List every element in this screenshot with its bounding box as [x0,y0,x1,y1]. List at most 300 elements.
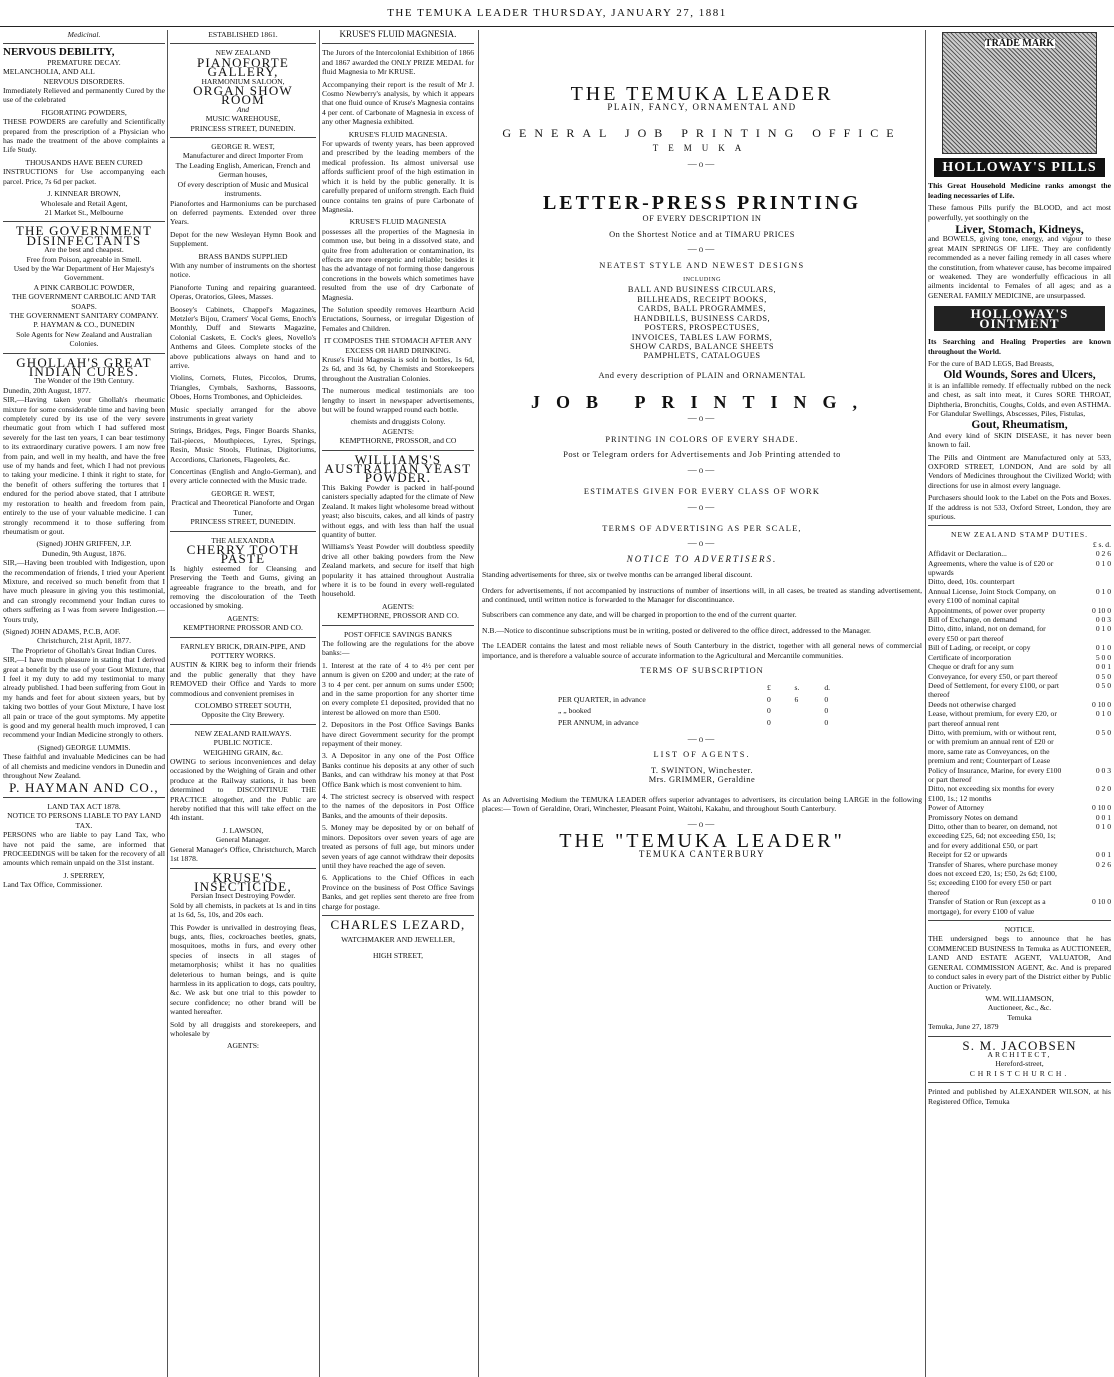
lezard-ad [322,916,474,960]
yeast-powder-ad [322,451,474,621]
ad-line: Violins, Cornets, Flutes, Piccolos, Drums, Triangles, Cymbals, Saxhorns, Bassoons, Oboes, Horns Trombones, and Ophicleides. [170,373,316,402]
table-row [928,662,1111,671]
duty-value: 5 0 0 [1095,652,1111,662]
duty-value: 0 0 1 [1095,850,1111,860]
masthead-rule [0,26,1114,27]
ad-text: it is an infallible remedy. If effectually rubbed on the neck and chest, as salt into meat, it Cures SORE THROAT, Diphtheria, Bronchitis, Coughs, Colds, and even ASTHMA. For Glandular Swellings, Abscesses, Piles, Fistulas, [928,380,1111,418]
ad-line: The Jurors of the Intercolonial Exhibition of 1866 and 1867 awarded the ONLY PRIZE MEDAL for fluid Magnesia to Mr KRUSE. [322,48,474,77]
ad-line: P. HAYMAN & CO., DUNEDIN [33,320,135,330]
ad-line: Are the best and cheapest. [44,245,124,255]
table-cell [791,718,819,727]
text-line: PRINTING IN COLORS OF EVERY SHADE. [605,434,799,444]
ad-text: and BOWELS, giving tone, energy, and vigour to these great MAIN SPRINGS OF LIFE. They are confidently recommended as a never failing remedy in all cases where the constitution, from whatever cause, has become impaired or weakened. They are wonderfully efficacious in all ailments incidental to Females of all ages; and as a GENERAL FAMILY MEDICINE, are unsurpassed. [928,234,1111,300]
ad-line: MUSIC WAREHOUSE, [205,114,281,124]
trade-mark-emblem [942,32,1097,154]
table-cell: „ „ booked [558,706,591,716]
ad-line: The Wonder of the 19th Century. [34,376,134,386]
ad-line: 1. Interest at the rate of 4 to 4½ per cent per annum is given on £200 and under; at the rate of 3 to 4 per cent. per annum on sums under £500; and in the same proportion for any shorter time on every complete £1 deposited, provided that no interest be allowed on more than £500. [322,660,474,717]
notice-date: Temuka, June 27, 1879 [928,1022,999,1032]
duty-value: 0 1 0 [1095,822,1111,831]
architect-name: S. M. JACOBSEN [962,1037,1077,1053]
table-cell: 0 [824,706,829,716]
ad-line: Pianoforte Tuning and repairing guaranteed. Operas, Oratorios, Glees, Masses. [170,282,316,302]
ad-line: PRINCESS STREET, DUNEDIN. [190,517,296,527]
duty-value: 0 1 0 [1095,558,1111,568]
duty-value: 0 5 0 [1095,671,1111,681]
table-row [928,728,1111,766]
ad-line: ORGAN SHOW ROOM [193,83,293,108]
ad-line: THE GOVERNMENT CARBOLIC AND TAR SOAPS. [11,292,157,311]
column-2 [170,30,316,1377]
ad-line: 5. Money may be deposited by or on behalf of minors. Depositors over seven years of age are treated as persons of full age, but minors under seven years of age cannot withdraw their deposits until they have reached the age of seven. [322,823,474,870]
ad-line: OWING to serious inconveniences and delay occasioned by the Weighing of Grain and other produce at the Railway stations, it has been determined to DISCONTINUE THE PRACTICE altogether, and the Public are hereby notified that this will take effect on the 4th instant. [170,757,316,823]
table-cell: PER ANNUM, in advance [558,717,639,727]
ad-line: PERSONS who are liable to pay Land Tax, who have not paid the same, are informed that PROCEEDINGS will be taken for the recovery of all amounts which remain unpaid on the 31st instant. [3,830,165,868]
letterpress-heading: LETTER-PRESS PRINTING [542,192,862,215]
ad-line: AGENTS: [381,601,415,611]
ornament: —o— [687,464,717,475]
ad-line: chemists and druggists Colony. [350,417,446,427]
ad-line: Persian Insect Destroying Powder. [190,891,296,901]
ad-line: Immediately Relieved and permanently Cured by the use of the celebrated [3,86,165,105]
ad-line: Used by the War Department of Her Majesty's Government. [13,263,155,283]
ad-line: Christchurch, 21st April, 1877. [36,636,132,646]
table-cell: PER QUARTER, in advance [558,694,646,704]
ad-line: possesses all the properties of the Magnesia in common use, but being in a dissolved state, and quite free from adulteration or contamination, its effects are more energetic and reliable; besides it has the advantage of not forming those dangerous concretions in the bowels which sometimes have resulted from the use of dry Carbonate of Magnesia. [322,226,474,302]
emblem-label: TRADE MARK [984,38,1055,49]
land-tax-ad [3,802,165,890]
duty-item: Transfer of Station or Run (except as a mortgage), for every £100 of value [928,897,1046,916]
table-row [928,559,1111,578]
table-row [928,577,1111,586]
duty-item: Deed of Settlement, for every £100, or part thereof [928,680,1059,700]
ad-line: P. HAYMAN AND CO., [9,780,159,796]
table-row [928,860,1111,898]
architect-title: ARCHITECT, [987,1049,1052,1059]
insecticide-ad [170,869,316,1051]
ad-line: The Leading English, American, French and German houses, [175,160,311,180]
section-heading: Medicinal. [67,30,101,39]
table-row [928,606,1111,615]
column-divider [319,30,320,1377]
notice-signature: WM. WILLIAMSON, [985,993,1054,1003]
ornament: —o— [687,412,717,423]
table-cell: 0 [767,694,771,704]
duty-value: 0 0 1 [1095,812,1111,822]
ad-line: 21 Market St., Melbourne [44,207,124,217]
text-line: INCLUDING [683,277,721,284]
job-item: CARDS, BALL PROGRAMMES, [638,304,766,314]
architect-address: Hereford-street, [995,1059,1044,1069]
ad-highlight: Liver, Stomach, Kidneys, [955,222,1084,237]
ad-line: Free from Poison, agreeable in Smell. [26,254,142,264]
ad-line: Opposite the City Brewery. [201,710,285,720]
notice-text: THE undersigned begs to announce that he has COMMENCED BUSINESS In Temuka as AUCTIONEER, LAND AND ESTATE AGENT, VALUATOR, And GENERAL COMMISSION AGENT, &c. And is prepared to conduct sales in every part of the District either by Public Auction or Privately. [928,934,1111,991]
notice-text: Subscribers can commence any date, and will be charged in proportion to the end of the current quarter. [482,610,797,620]
text-line: On the Shortest Notice and at TIMARU PRICES [609,229,795,239]
ad-line: KEMPTHORNE, PROSSOR, and CO [339,436,457,446]
ad-line: WEIGHING GRAIN, &c. [203,747,283,757]
agent-item: Mrs. GRIMMER, Geraldine [648,775,756,785]
duty-value: 0 10 0 [1092,699,1111,709]
table-row [928,681,1111,700]
duty-value: 0 10 0 [1092,803,1111,813]
ad-line: 2. Depositors in the Post Office Savings Banks have direct Government security for the prompt repayment of their money. [322,720,474,749]
ad-line: Concertinas (English and Anglo-German), and every article connected with the Music trade. [170,467,316,486]
stamp-duties-table [928,540,1111,916]
ad-line: FIGORATING POWDERS, [41,107,127,117]
ad-line: This Baking Powder is packed in half-pound canisters specially adapted for the climate of New Zealand. It makes light wholesome bread without yeast; also biscuits, cakes, and all kinds of pastry without eggs, and with less than half the usual quantity of butter. [322,482,474,539]
column-4-printing-office [482,30,922,1377]
ad-line: The following are the regulations for the above banks:— [322,638,474,658]
ad-text: These famous Pills purify the BLOOD, and act most powerfully, yet soothingly on the [928,203,1111,222]
ad-line: Sole Agents for New Zealand and Australian Colonies. [16,329,152,349]
ad-line: 4. The strictest secrecy is observed with respect to the names of the depositors in Post Office Banks, and the amounts of their deposits. [322,792,474,820]
ad-line: KEMPTHORNE PROSSOR AND CO. [183,623,303,633]
ad-line: SIR,—Having taken your Ghollah's rheumatic mixture for some considerable time and having been completely cured by its use of the very severe rheumatic gout from which I had suffered most severely for the last ten years, I can bear testimony to its extraordinary curative powers. I am now free from pain, and well in my health, and have the free use of my hands and feet, which I had not previous to taking your medicine. I think it right to state, for the benefit of others suffering the tortures that I endured for the period above stated, that I attribute my restoration to health and freedom from pain, entirely to the use of your valuable medicine. I can strongly recommend it to those suffering from rheumatism or gout. [3,395,165,536]
ad-line: CHERRY TOOTH PASTE [186,541,300,567]
ornament: —o— [687,158,717,169]
ad-text: The Pills and Ointment are Manufactured only at 533, OXFORD STREET, LONDON, And are sold by all Vendors of Medicines throughout the Civilized World; with directions for use in almost every language. [928,452,1111,490]
ad-line: THOUSANDS HAVE BEEN CURED [25,157,143,167]
established-line: ESTABLISHED 1861. [208,30,278,39]
duty-value: 0 10 0 [1092,605,1111,615]
ad-line: NOTICE TO PERSONS LIABLE TO PAY LAND TAX. [7,811,161,830]
ad-line: (Signed) JOHN ADAMS, P.C.B, AOF. [3,626,121,636]
duty-item: Conveyance, for every £50, or part thereof [928,671,1058,681]
ad-line: KRUSE'S FLUID MAGNESIA [349,217,447,227]
duty-value: 0 0 1 [1095,662,1111,672]
ad-line: Accompanying their report is the result of Mr J. Cosmo Newberry's analysis, by which it appears that one fluid ounce of Kruse's Magnesia contains 4 per cent. of Carbonate of Magnesia in excess of any other Magnesia exhibited. [322,79,474,127]
ad-line: KEMPTHORNE, PROSSOR AND CO. [337,611,459,621]
ad-line: WATCHMAKER AND JEWELLER, [341,935,455,945]
notice-text: Orders for advertisements, if not accompanied by instructions of number of insertions will, in all cases, be treated as standing advertisement, and continued, until written notice is forwarded to the Manager for discontinuance. [482,585,922,604]
table-cell: £ [767,683,771,693]
table-cell: 0 [824,717,829,727]
table-cell: s. [794,683,800,693]
ad-line: Music specially arranged for the above instruments in great variety [170,404,316,424]
ad-line: INSTRUCTIONS for Use accompanying each parcel. Price, 7s 6d per packet. [3,167,165,186]
table-cell: 0 [824,694,829,704]
duty-item: Ditto, ditto, inland, not on demand, for every £50 or part thereof [928,624,1046,643]
duty-item: Agreements, where the value is of £20 or upwards [928,558,1054,578]
ad-line: Williams's Yeast Powder will doubtless speedily drive all other baking powders from the New Zealand markets, and secure for itself that high popularity it has attained throughout Australia where it is to be found in every well-regulated household. [322,542,474,599]
table-row [928,766,1111,785]
ad-line: KRUSE'S FLUID MAGNESIA. [348,129,448,139]
subscription-heading: TERMS OF SUBSCRIPTION [640,666,764,676]
table-cell [554,683,761,692]
duty-value: 0 0 3 [1095,765,1111,775]
table-row [928,784,1111,803]
holloways-ointment-banner: HOLLOWAY'S OINTMENT [934,306,1105,331]
ad-highlight: Old Wounds, Sores and Ulcers, [943,369,1096,382]
ad-line: And [236,104,250,114]
duty-item: Affidavit or Declaration... [928,549,1007,559]
ad-line: GEORGE R. WEST, [211,488,275,498]
ad-line: Sold by all chemists, in packets at 1s and in tins at 1s 6d, 5s, 10s, and 20s each. [170,900,316,920]
table-cell: 0 [767,717,771,727]
duty-item: Bill of Lading, or receipt, or copy [928,643,1031,653]
duty-value: 0 1 0 [1095,586,1111,596]
job-item: BALL AND BUSINESS CIRCULARS, [627,285,777,295]
ad-line: Dunedin, 9th August, 1876. [42,548,126,558]
ad-line: THESE POWDERS are carefully and Scientifically prepared from the prescription of a Physician who has made the treatment of the above complaints a Life Study. [3,117,165,155]
table-cell: 0 [767,706,771,716]
notice-signature: Auctioneer, &c., &c. [987,1003,1052,1013]
text-line: Post or Telegram orders for Advertisements and Job Printing attended to [563,450,841,460]
table-row [928,813,1111,822]
ad-line: THE GOVERNMENT DISINFECTANTS [15,223,153,248]
stamp-duties-heading: NEW ZEALAND STAMP DUTIES. [950,530,1089,540]
duty-item: Certificate of incorporation [928,652,1012,662]
ad-line: J. SPERREY, [63,870,105,880]
agents-heading: LIST OF AGENTS. [653,750,751,760]
job-item: POSTERS, PROSPECTUSES, [644,323,760,333]
imprint: Printed and published by ALEXANDER WILSON, at his Registered Office, Temuka [928,1087,1111,1106]
ad-line: SIR,—Having been troubled with Indigestion, upon the recommendation of friends, I tried your Aperient Mixture, and received so much benefit from that I have much pleasure in giving you this testimonial, and can strongly recommend your Indian cures to others suffering as I was from severe Indigestion.—Yours truly, [3,558,165,624]
ad-line: Is highly esteemed for Cleansing and Preserving the Teeth and Gums, giving an agreeable fragrance to the breath, and for removing the discolouration of the Teeth occasioned by smoking. [170,563,316,611]
duty-item: Appointments, of power over property [928,605,1046,615]
duty-item [928,540,1063,549]
footer-title: THE "TEMUKA LEADER" [559,829,845,852]
duty-value: 0 2 6 [1095,859,1111,869]
ornament: —o— [687,734,717,745]
duty-value [1063,577,1111,586]
agent-item: T. SWINTON, Winchester. [650,765,754,775]
fluid-magnesia-ad [322,30,474,446]
duty-item: Power of Attorney [928,803,985,813]
ad-line: 3. A Depositor in any one of the Post Office Banks continue his deposits at any other of such Banks, and can withdraw his money at that Post Office Bank which is most convenient to him. [322,751,474,789]
ad-line: PRINCESS STREET, DUNEDIN. [190,123,296,133]
table-row [928,709,1111,728]
text-line: And every description of PLAIN and ORNAMENTAL [598,370,806,380]
ad-line: Kruse's Fluid Magnesia is sold in bottles, 1s 6d, 2s 6d, and 3s 6d, by Chemists and Storekeepers throughout the Australian Colonies. [322,355,474,383]
farnley-brick-ad [170,642,316,720]
notice-text: The LEADER contains the latest and most reliable news of South Canterbury in the district, together with all general news of commercial importance, and is therefore a valuable source of accurate information to the Agricultural and Mercantile communities. [482,641,922,660]
duty-value: 0 1 0 [1095,709,1111,719]
table-row [928,549,1111,558]
ad-line: NERVOUS DEBILITY, [3,46,115,59]
ad-line: PIANOFORTE GALLERY, [196,54,290,80]
table-row [928,850,1111,859]
duty-item: Receipt for £2 or upwards [928,850,1008,860]
duty-item: Ditto, other than to bearer, on demand, not exceeding £25, 6d; not exceeding £50, 1s; and for every additional £50, or part [928,822,1058,850]
ad-line: WILLIAMS'S AUSTRALIAN YEAST POWDER. [324,451,472,486]
job-item: INVOICES, TABLES LAW FORMS, [631,332,773,342]
ad-line: HARMONIUM SALOON, [201,76,285,86]
duty-value: 0 2 0 [1095,784,1111,794]
ad-line: KRUSE'S FLUID MAGNESIA. [339,30,457,39]
ad-line: NERVOUS DISORDERS. [43,76,125,86]
table-row [928,897,1111,916]
ad-line: POST OFFICE SAVINGS BANKS [344,629,452,639]
column-1 [3,30,165,1377]
ad-line: Wholesale and Retail Agent, [40,198,128,208]
job-item: SHOW CARDS, BALANCE SHEETS [629,341,775,351]
duty-item: Ditto, not exceeding six months for every £100, 1s.; 12 months [928,784,1055,803]
ad-line: HIGH STREET, [372,950,424,960]
disinfectants-ad [3,223,165,349]
duty-value: £ s. d. [1092,539,1111,549]
ad-line: Of every description of Music and Musical instruments. [177,179,309,199]
ad-line: General Manager. [215,835,271,845]
ad-line: These faithful and invaluable Medicines can be had of all chemists and medicine vendors in Dunedin and throughout New Zealand. [3,752,165,781]
ad-line: Pianofortes and Harmoniums can be purchased on deferred payments. Extended over three Years. [170,198,316,227]
ad-line: PREMATURE DECAY. [47,57,121,67]
savings-banks-ad [322,630,474,911]
ad-line: Practical and Theoretical Pianoforte and Organ Tuner, [171,498,315,517]
ad-line: CHARLES LEZARD, [330,916,466,932]
text-line: OF EVERY DESCRIPTION IN [642,214,762,224]
ad-line: Dunedin, 20th August, 1877. [3,385,91,395]
ad-line: This Powder is unrivalled in destroying fleas, bugs, ants, flies, cockroaches beetles, gnats, mosquitoes, moths in furs, and every other species of insects in all stages of metamorphosis; whilst it has no qualities deleterious to human beings, and is quite harmless in its application to dogs, cats poultry, &c. We ask but one trial to this powder to secure confidence; no other brand will be wanted hereafter. [170,922,316,1017]
table-cell: 6 [794,694,799,704]
ad-line: J. LAWSON, [222,825,264,835]
table-row [928,700,1111,709]
ad-line: GEORGE R. WEST, [211,142,275,152]
table-row [928,540,1111,549]
ad-line: The Proprietor of Ghollah's Great Indian Cures. [11,645,157,655]
ad-line: SIR,—I have much pleasure in stating that I derived great a benefit by the use of your Gout Mixture, that I feel it my duty to add my testimonial to many already published. I had been suffering from Gout in my hands and feet for about sixteen years, but by taking two bottles of your Gout Mixture, I have lost all pain or trace of the gout symptoms. My appetite is good and my general health much improved, I can recommend your Indian Medicine strongly to others. [3,655,165,740]
ad-line: FARNLEY BRICK, DRAIN-PIPE, AND POTTERY WORKS. [180,641,306,660]
ad-line: Sold by all druggists and storekeepers, and wholesale by [170,1019,316,1038]
subtitle: PLAIN, FANCY, ORNAMENTAL AND [607,102,797,113]
ad-text: And every kind of SKIN DISEASE, it has never been known to fail. [928,430,1111,450]
ad-line: AGENTS: [381,426,415,436]
duty-item: Bill of Exchange, on demand [928,615,1017,625]
table-row [928,587,1111,606]
ad-line: IT COMPOSES THE STOMACH AFTER ANY EXCESS OR HARD DRINKING. [324,336,472,355]
ad-line: THE GOVERNMENT SANITARY COMPANY. [9,310,159,320]
subtitle: GENERAL JOB PRINTING OFFICE [502,125,902,140]
duty-item: Ditto, with premium, with or without rent, or with premium an annual rent of £20 or more, same rate as Conveyances, on the premium and rent; Counterpart of Lease [928,727,1057,766]
duty-item: Lease, without premium, for every £20, or part thereof annual rent [928,709,1057,728]
text-line: ESTIMATES GIVEN FOR EVERY CLASS OF WORK [583,487,821,497]
notice-text: Standing advertisements for three, six or twelve months can be arranged liberal discount. [482,570,753,580]
duty-value: 0 1 0 [1095,624,1111,634]
ad-line: Manufacturer and direct Importer From [182,151,304,161]
ornament: —o— [687,538,717,549]
ad-line: The numerous medical testimonials are too lengthy to insert in newspaper advertisements, but will be found wrapped round each bottle. [322,386,474,415]
debility-ad [3,48,165,217]
job-item: PAMPHLETS, CATALOGUES [643,351,761,361]
advertising-medium-text: As an Advertising Medium the TEMUKA LEADER offers superior advantages to advertisers, its circulation being LARGE in the following places:— Town of Geraldine, Orari, Winchester, Pleasant Point, Waitohi, Kakahu, and throughout South Canterbury. [482,794,922,814]
ornament: —o— [687,501,717,512]
ad-line: 6. Applications to the Chief Offices in each Province on the business of Post Office Savings Banks, and get replies sent thereto are free from charge for postage. [322,873,474,911]
notice-heading: NOTICE. [1004,925,1035,935]
ad-line: (Signed) GEORGE LUMMIS. [37,742,131,752]
table-row [928,803,1111,812]
ad-line: GHOLLAH'S GREAT INDIAN CURES. [16,354,152,379]
duty-value: 0 0 3 [1095,615,1111,625]
ghollah-ad [3,354,165,796]
ad-line: THE ALEXANDRA [211,535,275,545]
pianoforte-ad [170,48,316,526]
duty-item: Policy of Insurance, Marine, for every £100 or part thereof [928,765,1062,784]
ad-line: Strings, Bridges, Pegs, Finger Boards Shanks, Tail-pieces, Mouthpieces, Lyres, Springs, Resin, Music Stools, Flutinas, Digitoriums, Accordions, Clarionets, Flageolets, &c. [170,426,316,464]
table-row [928,822,1111,850]
text-line: NEATEST STYLE AND NEWEST DESIGNS [599,260,805,270]
duty-item: Cheque or draft for any sum [928,662,1014,672]
ad-line: General Manager's Office, Christchurch, March 1st 1878. [170,844,316,864]
table-cell [791,706,819,715]
ad-line: NEW ZEALAND [215,48,271,58]
ad-line: BRASS BANDS SUPPLIED [198,251,288,261]
ad-text: For the cure of BAD LEGS, Bad Breasts, [928,358,1054,368]
ad-line: AUSTIN & KIRK beg to inform their friends and the public generally that they have REMOVED their Office and Yards to more commodious and convenient premises in [170,660,316,698]
ad-line: With any number of instruments on the shortest notice. [170,260,316,280]
ad-line: AGENTS: [226,1041,260,1051]
duty-value: 0 1 0 [1095,643,1111,653]
ad-line: COLOMBO STREET SOUTH, [194,701,292,710]
masthead: THE TEMUKA LEADER THURSDAY, JANUARY 27, 1881 [387,7,727,19]
job-item: HANDBILLS, BUSINESS CARDS, [633,313,771,323]
footer-subtitle: TEMUKA CANTERBURY [638,849,766,860]
ad-line: LAND TAX ACT 1878. [47,801,121,811]
table-row [554,695,850,704]
ad-line: Land Tax Office, Commissioner. [3,880,103,890]
ornament: —o— [687,244,717,255]
ad-text: Its Searching and Healing Properties are known throughout the World. [928,337,1111,356]
cherry-tooth-paste-ad [170,536,316,633]
ad-line: Boosey's Cabinets, Chappel's Magazines, Metzler's Bijou, Cramers' Vocal Gems, Enoch's Monthly, Duff and Stewarts Magazine, Colonial Caskets, E. Cock's glees, Novello's Anthems and Glees. Complete stocks of the above publications always on hand and to arrive. [170,304,316,370]
ad-line: Depot for the new Wesleyan Hymn Book and Supplement. [170,229,316,249]
subtitle: TEMUKA [652,143,752,154]
ad-line: (Signed) JOHN GRIFFEN, J.P. [36,539,132,549]
ad-line: NEW ZEALAND RAILWAYS. [194,728,292,738]
ad-line: J. KINNEAR BROWN, [47,189,121,199]
holloways-pills-banner: HOLLOWAY'S PILLS [934,158,1105,177]
ad-line: KRUSE'S INSECTICIDE, [194,869,292,894]
duty-item: Promissory Notes on demand [928,812,1018,822]
table-row [928,653,1111,662]
table-row [928,624,1111,643]
notice-place: Temuka [1007,1012,1032,1022]
duty-value: 0 10 0 [1092,897,1111,907]
column-divider [167,30,168,1377]
duty-item: Annual License, Joint Stock Company, on every £100 of nominal capital [928,586,1056,606]
railways-ad [170,729,316,864]
subscription-table [552,681,852,729]
notice-text: N.B.—Notice to discontinue subscriptions must be in writing, posted or delivered to the office direct, addressed to the Manager. [482,625,871,635]
table-row [554,706,850,715]
ad-line: MELANCHOLIA, AND ALL [3,67,95,77]
duty-value: 0 2 6 [1095,549,1111,559]
table-row [928,615,1111,624]
duty-value: 0 5 0 [1095,680,1111,690]
duty-item: Ditto, deed, 10s. counterpart [928,577,1015,587]
column-divider [478,30,479,1377]
duty-item: Transfer of Shares, where purchase money does not exceed £20, 1s; £50, 2s 6d; £100, 5s; exceeding £100 for every £50 or part thereof [928,859,1058,897]
duty-value: 0 5 0 [1095,727,1111,737]
table-cell: d. [824,683,831,693]
architect-city: CHRISTCHURCH. [969,1068,1070,1078]
ad-text: Purchasers should look to the Label on the Pots and Boxes. If the address is not 533, Oxford Street, London, they are spurious. [928,493,1111,521]
job-printing-heading: JOB PRINTING, [530,392,873,413]
text-line: TERMS OF ADVERTISING AS PER SCALE, [602,523,802,533]
ad-text: This Great Household Medicine ranks amongst the leading necessaries of Life. [928,181,1111,200]
ad-line: For upwards of twenty years, has been approved and prescribed by the leading members of the medical profession. Its almost universal use affords sufficient proof of the high estimation in which it is held by the public generally. It is carefully prepared of uniform strength. Each fluid ounce contains ten grains of pure Carbonate of Magnesia. [322,139,474,214]
notice-heading: NOTICE TO ADVERTISERS. [626,553,778,564]
ad-line: The Solution speedily removes Heartburn Acid Eructations, Sourness, or irregular Digestion of Females and Children. [322,304,474,333]
ad-line: A PINK CARBOLIC POWDER, [33,282,135,292]
job-item: BILLHEADS, RECEIPT BOOKS, [637,294,767,304]
table-row [928,672,1111,681]
ornament: —o— [687,818,717,829]
ad-line: AGENTS: [226,613,260,623]
duty-item: Deeds not otherwise charged [928,699,1016,709]
column-5 [928,30,1111,1377]
